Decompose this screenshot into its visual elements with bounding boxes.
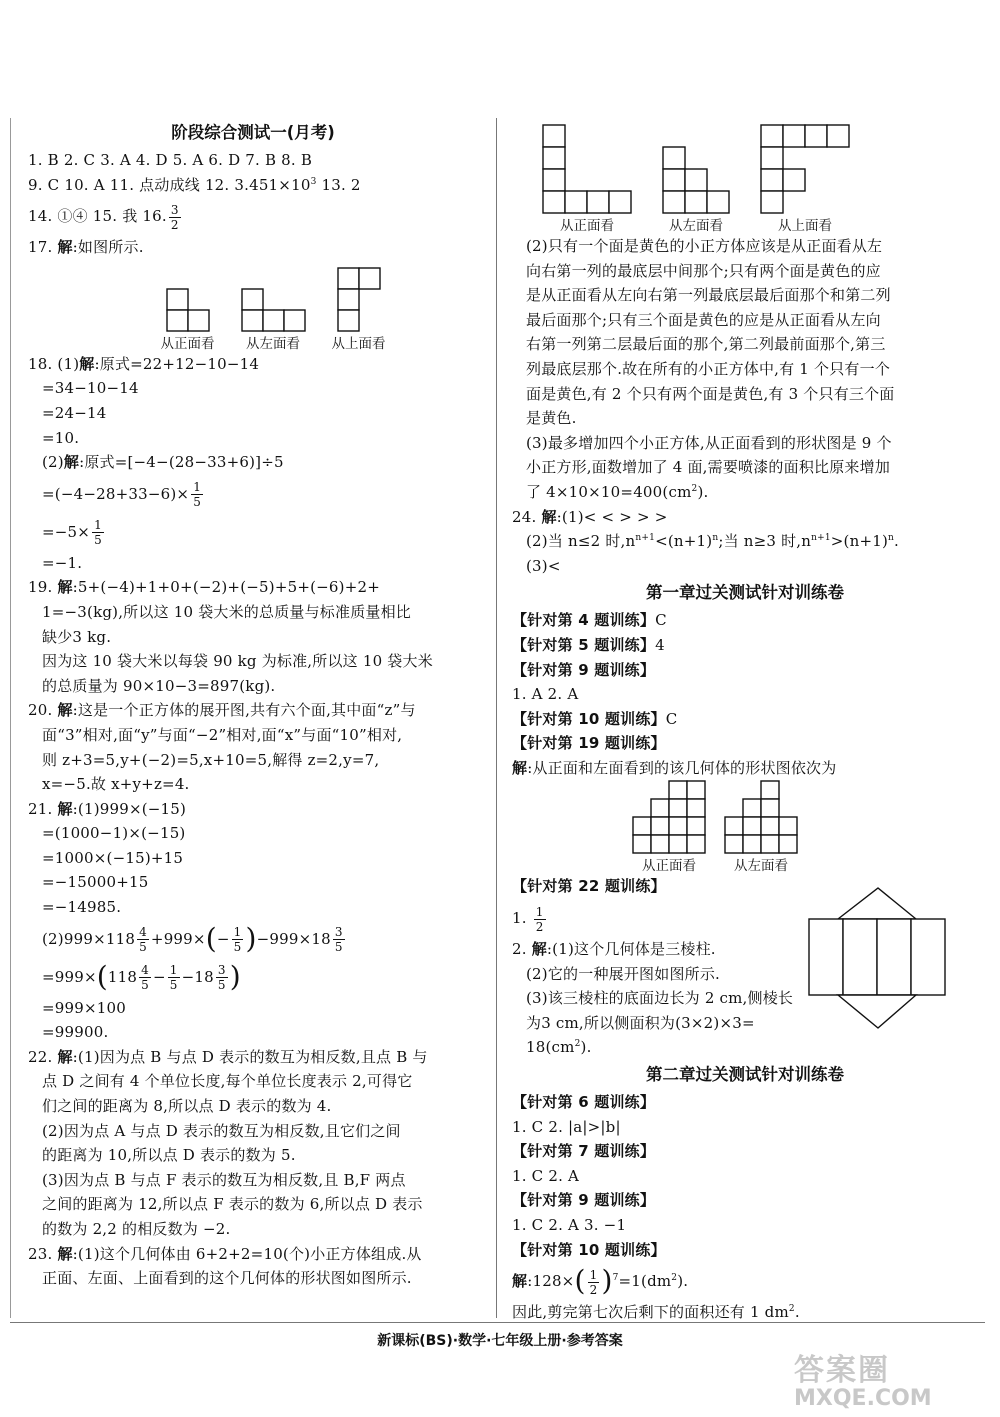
t22-block <box>512 874 978 1060</box>
answer-line: 【针对第 6 题训练】 <box>512 1093 656 1112</box>
front-view-grid <box>632 780 706 854</box>
answer-line: 是黄色. <box>526 409 577 428</box>
column-divider <box>496 118 497 1318</box>
left-margin-rule <box>10 118 11 1318</box>
answer-line: 1. $\frac{1}{2}$ <box>512 904 544 934</box>
section-title: 第一章过关测试针对训练卷 <box>646 583 844 603</box>
answer-line: 小正方形,面数增加了 4 面,需要喷漆的面积比原来增加 <box>526 458 891 477</box>
answer-line: =10. <box>42 428 80 447</box>
answer-line: (2)999×118 $\frac{4}{5}$ +999×(− $\frac{1}{5}$ )−999×18 $\frac{3}{5}$ <box>42 921 343 955</box>
answer-line: 1. C 2. A 3. −1 <box>512 1216 627 1234</box>
watermark-url: MXQE.COM <box>794 1386 932 1411</box>
figure-q23 <box>512 118 978 234</box>
view-front: 从正面看 <box>542 124 632 234</box>
view-front: 从正面看 <box>632 780 706 874</box>
left-column <box>28 118 478 1291</box>
answer-line: 列最底层那个.故在所有的小正方体中,有 1 个只有一个 <box>526 359 891 378</box>
section-title: 第二章过关测试针对训练卷 <box>646 1065 844 1085</box>
answer-line: 14. ①④ 15. 我 16. $\frac{3}{2}$ <box>28 202 179 232</box>
answer-line: =999×100 <box>42 998 126 1017</box>
front-view-grid <box>166 288 210 332</box>
answer-line: 【针对第 22 题训练】 <box>512 877 666 896</box>
right-column <box>512 118 978 1325</box>
answer-line: 1. C 2. |a|>|b| <box>512 1117 621 1136</box>
answer-line: 们之间的距离为 8,所以点 D 表示的数为 4. <box>42 1097 332 1116</box>
answer-line: 23. 解:(1)这个几何体由 6+2+2=10(个)小正方体组成.从 <box>28 1244 422 1263</box>
answer-line: 最后面那个;只有三个面是黄色的应是从正面看从左向 <box>526 310 881 329</box>
answer-line: 1. B 2. C 3. A 4. D 5. A 6. D 7. B 8. B <box>28 151 313 169</box>
answer-line: 21. 解:(1)999×(−15) <box>28 799 187 818</box>
view-top: 从上面看 <box>760 124 850 234</box>
answer-line: 是从正面看从左向右第一列最底层最后面那个和第二列 <box>526 286 891 305</box>
answer-line: 因为这 10 袋大米以每袋 90 kg 为标准,所以这 10 袋大米 <box>42 652 433 671</box>
answer-line: (2)它的一种展开图如图所示. <box>526 964 721 983</box>
answer-line: (3)< <box>526 556 561 575</box>
answer-line: 1. C 2. A <box>512 1166 580 1185</box>
figure-t19 <box>512 780 978 874</box>
answer-line: 面是黄色,有 2 个只有两个面是黄色,有 3 个只有三个面 <box>526 384 895 403</box>
watermark-logo-text: 答案圈 <box>794 1353 890 1388</box>
answer-line: 为3 cm,所以侧面积为(3×2)×3= <box>526 1013 755 1032</box>
answer-line: 因此,剪完第七次后剩下的面积还有 1 $dm^2$. <box>512 1303 800 1322</box>
answer-line: =(−4−28+33−6)× $\frac{1}{5}$ <box>42 480 202 510</box>
answer-line: 缺少3 kg. <box>42 627 112 646</box>
answer-line: 【针对第 5 题训练】4 <box>512 635 665 654</box>
answer-line: =34−10−14 <box>42 379 139 398</box>
answer-line: $18(cm^2)$. <box>526 1038 592 1057</box>
fraction: $\frac{3}{2}$ <box>170 202 179 232</box>
answer-line: 右第一列第二层最后面的那个,第二列最前面那个,第三 <box>526 335 886 354</box>
answer-line: =1000×(−15)+15 <box>42 848 184 867</box>
top-view-grid <box>760 124 850 214</box>
figure-q17 <box>28 260 478 352</box>
answer-line: 正面、左面、上面看到的这个几何体的形状图如图所示. <box>42 1269 412 1288</box>
left-view-grid <box>241 288 306 332</box>
answer-line: 了 $4\times 10\times 10=400(cm^2)$. <box>526 482 709 501</box>
top-view-grid <box>337 267 381 332</box>
answer-line: (3)因为点 B 与点 F 表示的数互为相反数,且 B,F 两点 <box>42 1170 406 1189</box>
answer-line: 19. 解:5+(−4)+1+0+(−2)+(−5)+5+(−6)+2+ <box>28 578 380 597</box>
section-title: 阶段综合测试一(月考) <box>171 123 335 142</box>
answer-line: 之间的距离为 12,所以点 F 表示的数为 6,所以点 D 表示 <box>42 1195 423 1214</box>
answer-line: x=−5.故 x+y+z=4. <box>42 775 190 794</box>
prism-net-diagram <box>808 886 946 1032</box>
answer-line: 的数为 2,2 的相反数为 −2. <box>42 1220 231 1238</box>
answer-line: (2)只有一个面是黄色的小正方体应该是从正面看从左 <box>526 237 883 255</box>
answer-line: 1=−3(kg),所以这 10 袋大米的总质量与标准质量相比 <box>42 602 412 621</box>
answer-line: 的总质量为 90×10−3=897(kg). <box>42 676 276 695</box>
front-view-grid <box>542 124 632 214</box>
answer-line: (2)因为点 A 与点 D 表示的数互为相反数,且它们之间 <box>42 1121 401 1140</box>
answer-line: 1. A 2. A <box>512 685 579 704</box>
answer-line: =−14985. <box>42 898 122 917</box>
answer-line: 的距离为 10,所以点 D 表示的数为 5. <box>42 1146 296 1165</box>
answer-line: =−15000+15 <box>42 873 149 892</box>
answer-line: 则 z+3=5,y+(−2)=5,x+10=5,解得 z=2,y=7, <box>42 750 380 769</box>
view-left: 从左面看 <box>724 780 798 874</box>
page-footer: 新课标(BS)·数学·七年级上册·参考答案 <box>377 1333 623 1349</box>
answer-line: 向右第一列的最底层中间那个;只有两个面是黄色的应 <box>526 261 881 280</box>
answer-line: =24−14 <box>42 403 107 422</box>
answer-line: 【针对第 10 题训练】 <box>512 1240 666 1259</box>
answer-line: 22. 解:(1)因为点 B 与点 D 表示的数互为相反数,且点 B 与 <box>28 1047 428 1066</box>
view-top: 从上面看 <box>332 267 386 352</box>
answer-line: =99900. <box>42 1023 109 1042</box>
answer-line: 【针对第 9 题训练】 <box>512 1191 656 1210</box>
answer-line: 【针对第 19 题训练】 <box>512 734 666 753</box>
answer-line: (3)最多增加四个小正方体,从正面看到的形状图是 9 个 <box>526 433 892 452</box>
answer-line: =(1000−1)×(−15) <box>42 824 186 843</box>
answer-line: 9. C 10. A 11. 点动成线 12. $3.451\times 10^3$ 13. 2 <box>28 175 361 194</box>
view-front: 从正面看 <box>161 288 215 352</box>
answer-line: =−1. <box>42 553 83 572</box>
answer-line: 17. 解:如图所示. <box>28 238 144 257</box>
answer-line: 24. 解:(1)< < > > > <box>512 507 668 526</box>
answer-line: 【针对第 7 题训练】 <box>512 1142 656 1161</box>
answer-line: 面“3”相对,面“y”与面“−2”相对,面“x”与面“10”相对, <box>42 725 403 744</box>
view-left: 从左面看 <box>241 288 306 352</box>
footer-rule <box>10 1322 985 1323</box>
answer-line: 解:128×( $\frac{1}{2}$ )$^7=1(dm^2)$. <box>512 1264 689 1298</box>
answer-line: =−5× $\frac{1}{5}$ <box>42 518 102 548</box>
answer-line: 20. 解:这是一个正方体的展开图,共有六个面,其中面“z”与 <box>28 701 416 720</box>
answer-line: (3)该三棱柱的底面边长为 2 cm,侧棱长 <box>526 989 794 1008</box>
answer-line: 2. 解:(1)这个几何体是三棱柱. <box>512 940 716 959</box>
view-left: 从左面看 <box>662 124 730 234</box>
answer-line: (2)当 n≤2 时$,n^{n+1}<(n+1)^n$;当 n≥3 时$,n^{n+1}>(n+1)^n$. <box>526 532 899 551</box>
left-view-grid <box>662 124 730 214</box>
watermark <box>794 1355 984 1415</box>
left-view-grid <box>724 780 798 854</box>
answer-line: 【针对第 10 题训练】C <box>512 709 678 728</box>
answer-line: 【针对第 4 题训练】C <box>512 611 667 630</box>
answer-line: =999×(118 $\frac{4}{5}$ − $\frac{1}{5}$ −18 $\frac{3}{5}$ ) <box>42 959 241 993</box>
answer-line: 点 D 之间有 4 个单位长度,每个单位长度表示 2,可得它 <box>42 1072 413 1091</box>
answer-line: (2)解:原式=[−4−(28−33+6)]÷5 <box>42 453 284 472</box>
answer-line: 解:从正面和左面看到的该几何体的形状图依次为 <box>512 758 837 777</box>
answer-line: 18. (1)解:原式=22+12−10−14 <box>28 354 260 373</box>
answer-line: 【针对第 9 题训练】 <box>512 660 656 679</box>
